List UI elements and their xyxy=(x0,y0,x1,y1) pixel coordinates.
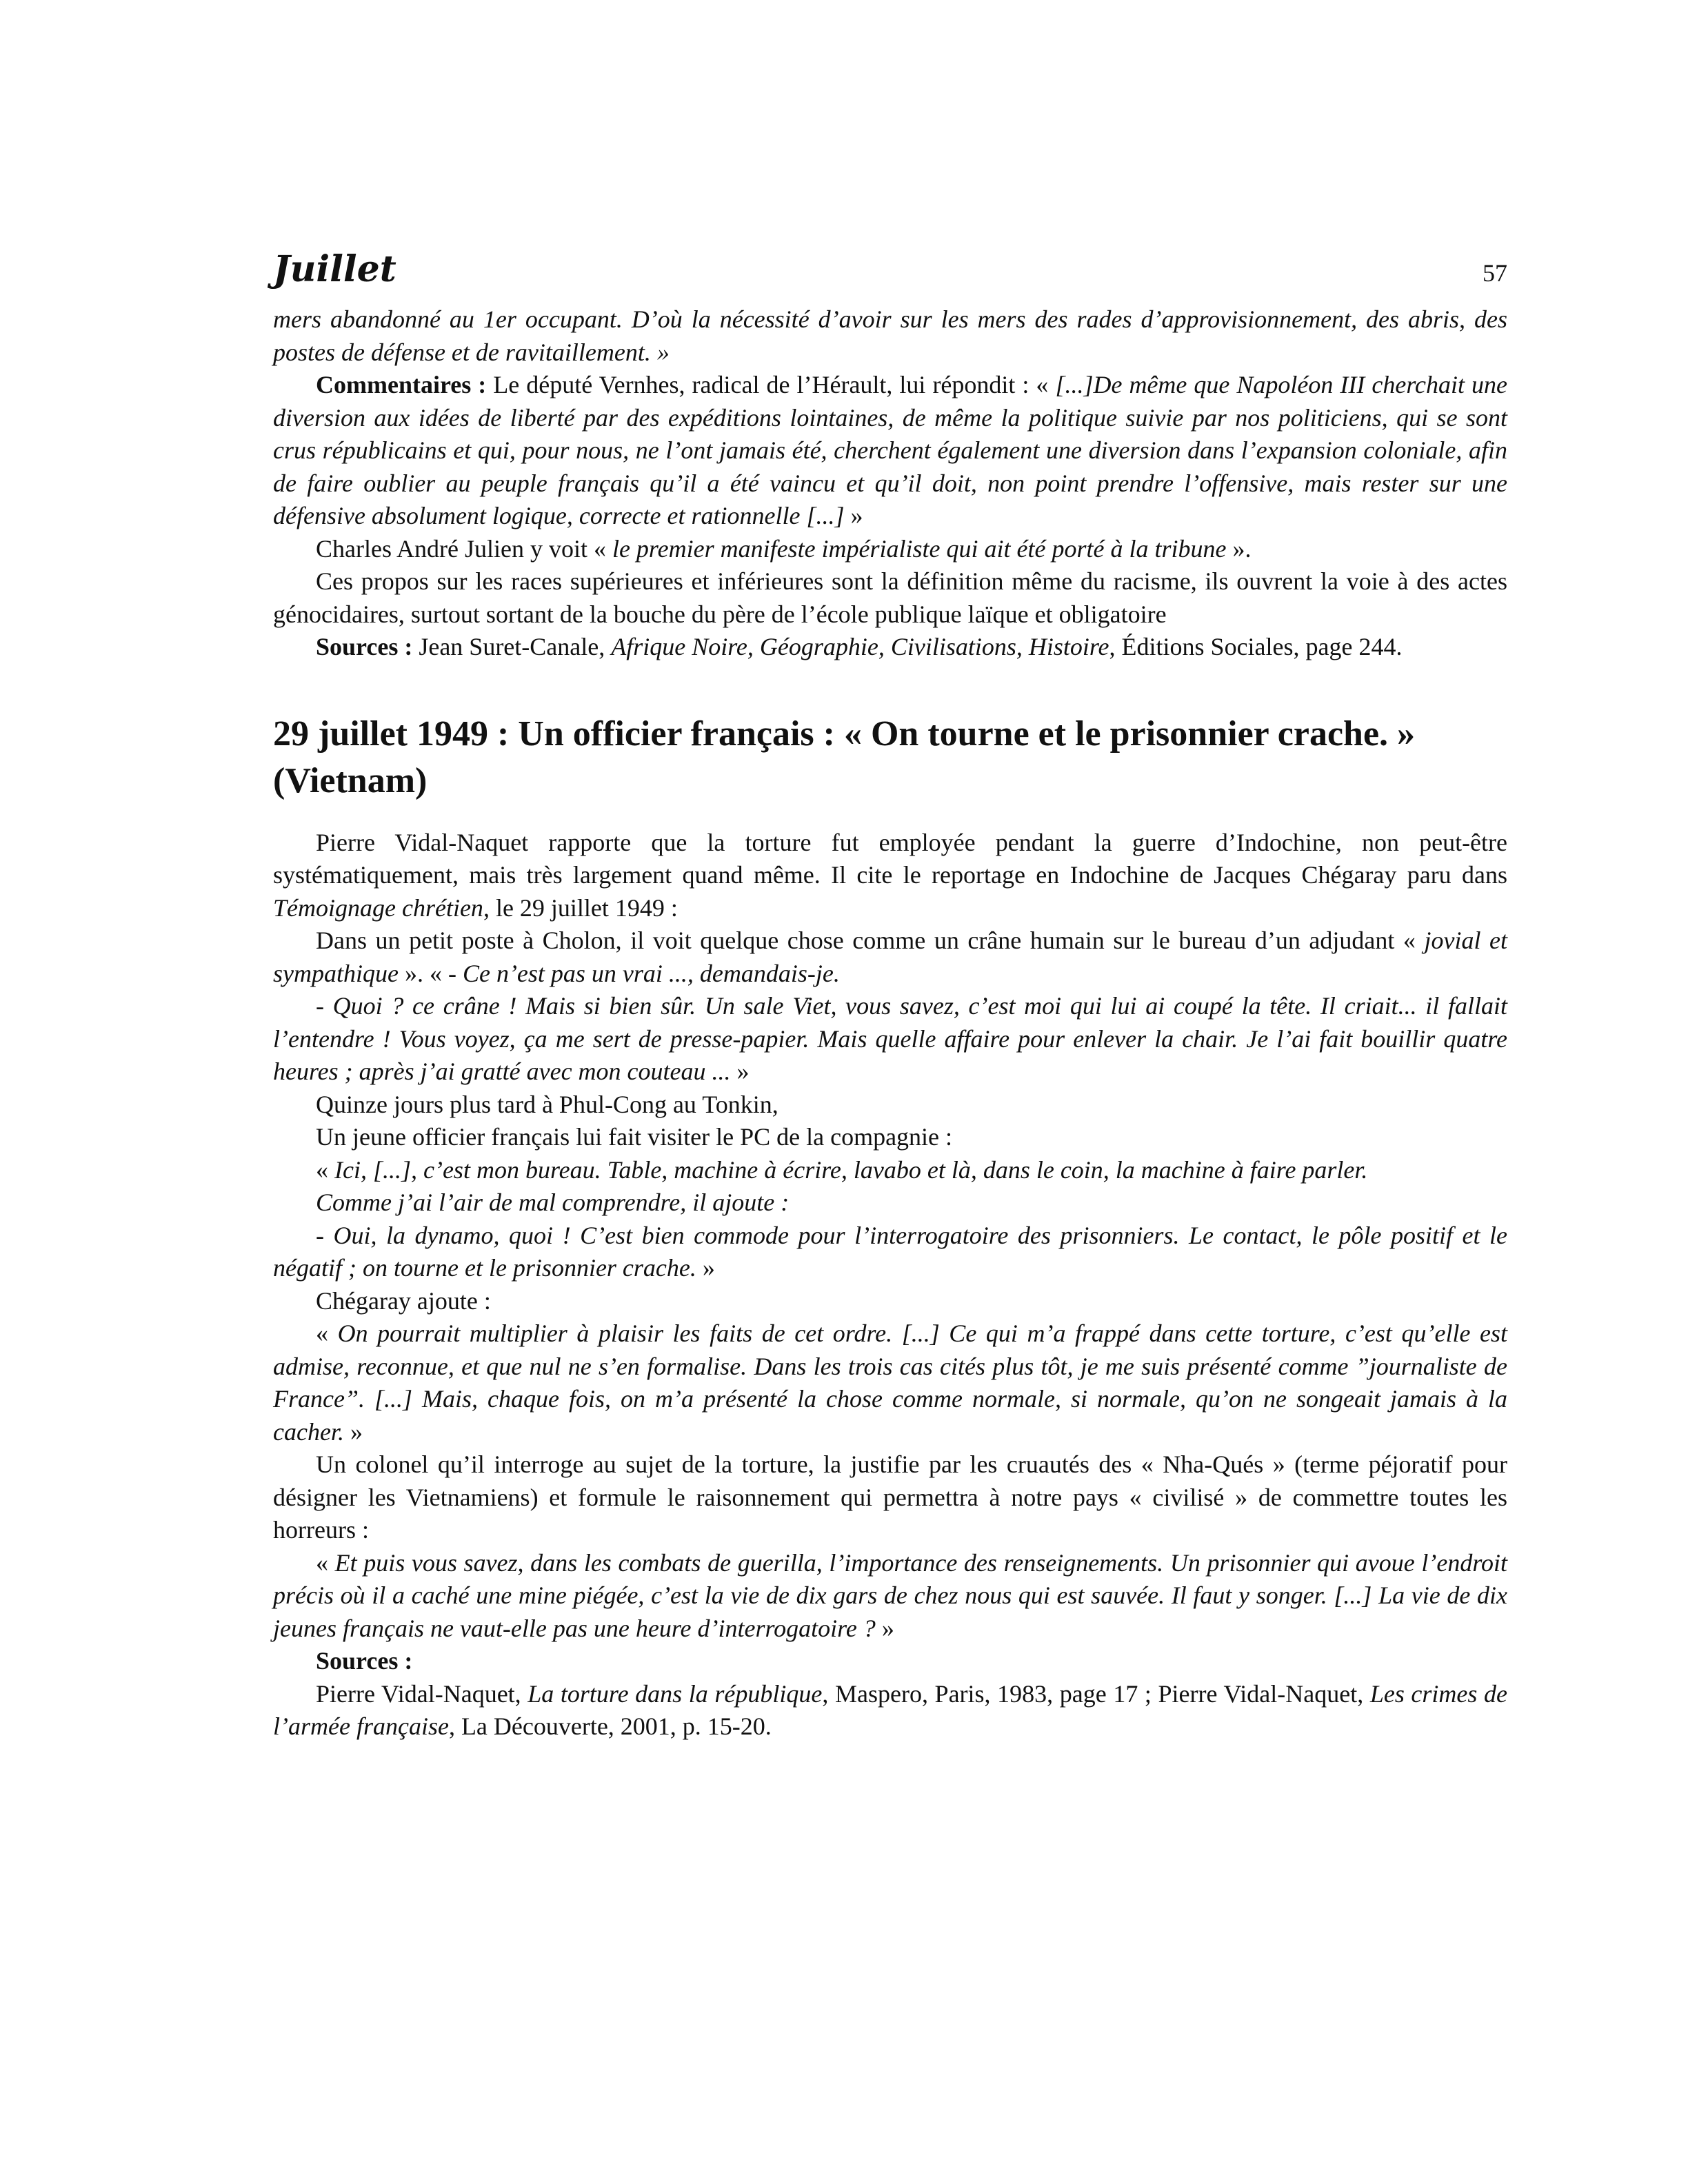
book-title: La torture dans la république xyxy=(528,1679,823,1708)
julien-paragraph: Charles André Julien y voit « le premier manifeste impérialiste qui ait été porté à la tribune ». xyxy=(316,534,1252,563)
tonkin-paragraph: Quinze jours plus tard à Phul-Cong au Tonkin, xyxy=(316,1090,778,1118)
dynamo-quote-paragraph: - Oui, la dynamo, quoi ! C’est bien commode pour l’interrogatoire des prisonniers. Le contact, le pôle positif et le négatif ; on tourne et le prisonnier crache. » xyxy=(273,1221,1507,1282)
page-number: 57 xyxy=(1483,259,1507,287)
quote-text: [...]De même que Napoléon III cherchait une diversion aux idées de liberté par des expéditions lointaines, de même la politique suivie par nos politiciens, qui se sont crus républicains et qui, pour nous, ne l’ont jamais été, cherchent également une diversion dans l’expansion coloniale, afin de faire oublier au peuple français qu’il a été vaincu et qu’il doit, non point prendre l’offensive, mais rester sur une défensive absolument logique, correcte et rationnelle [...] xyxy=(273,371,1507,529)
sources-label: Sources : xyxy=(316,633,413,660)
chegaray-adds-paragraph: Chégaray ajoute : xyxy=(316,1286,491,1315)
quote-text: le premier manifeste impérialiste qui ait été porté à la tribune xyxy=(612,534,1227,563)
comments-paragraph: Commentaires : Le député Vernhes, radical de l’Hérault, lui répondit : « [...]De même que Napoléon III cherchait une diversion aux idées de liberté par des expéditions lointaines, de même la politique suivie par nos politiciens, qui se sont crus républicains et qui, pour nous, ne l’ont jamais été, cherchent également une diversion dans l’expansion coloniale, afin de faire oublier au peuple français qu’il a été vaincu et qu’il doit, non point prendre l’offensive, mais rester sur une défensive absolument logique, correcte et rationnelle [...] » xyxy=(273,371,1507,529)
office-quote-paragraph: « Ici, [...], c’est mon bureau. Table, machine à écrire, lavabo et là, dans le coin, la machine à faire parler. xyxy=(316,1155,1368,1184)
guerilla-quote-paragraph: « Et puis vous savez, dans les combats de guerilla, l’importance des renseignements. Un prisonnier qui avoue l’endroit précis où il a caché une mine piégée, c’est la vie de dix gars de chez nous qui est sauvée. Il faut y songer. [...] La vie de dix jeunes français ne vaut-elle pas une heure d’interrogatoire ? » xyxy=(273,1548,1507,1642)
sources-list: Pierre Vidal-Naquet, La torture dans la république, Maspero, Paris, 1983, page 17 ; Pierre Vidal-Naquet, Les crimes de l’armée française, La Découverte, 2001, p. 15-20. xyxy=(273,1679,1507,1740)
comments-label: Commentaires : xyxy=(316,371,487,398)
continuation-text xyxy=(273,303,1507,664)
continuation-paragraph xyxy=(273,303,1507,369)
section-title: 29 juillet 1949 : Un officier français : « On tourne et le prisonnier crache. » (Vietnam) xyxy=(273,714,1416,800)
quote-text: mers abandonné au 1er occupant. D’où la nécessité d’avoir sur les mers des rades d’approvisionnement, des abris, des postes de défense et de ravitaillement. » xyxy=(273,305,1507,366)
racism-paragraph: Ces propos sur les races supérieures et inférieures sont la définition même du racisme, ils ouvrent la voie à des actes génocidaires, surtout sortant de la bouche du père de l’école publique laïque et obligatoire xyxy=(273,567,1507,628)
multiply-quote-paragraph: « On pourrait multiplier à plaisir les faits de cet ordre. [...] Ce qui m’a frappé dans cette torture, c’est qu’elle est admise, reconnue, et que nul ne s’en formalise. Dans les trois cas cités plus tôt, je me suis présenté comme ”journaliste de France”. [...] Mais, chaque fois, on m’a présenté la chose comme normale, si normale, qu’on ne songeait jamais à la cacher. » xyxy=(273,1320,1508,1446)
section-body xyxy=(273,827,1507,1743)
sources-label: Sources : xyxy=(316,1647,413,1675)
officer-paragraph: Un jeune officier français lui fait visiter le PC de la compagnie : xyxy=(316,1123,953,1151)
running-title: Juillet xyxy=(273,248,396,290)
intro-paragraph: Pierre Vidal-Naquet rapporte que la torture fut employée pendant la guerre d’Indochine, non peut-être systématiquement, mais très largement quand même. Il cite le reportage en Indochine de Jacques Chégaray paru dans Témoignage chrétien, le 29 juillet 1949 : xyxy=(273,828,1507,922)
sources-paragraph: Sources : Jean Suret-Canale, Afrique Noire, Géographie, Civilisations, Histoire, Éditions Sociales, page 244. xyxy=(316,633,1403,660)
misunderstand-paragraph: Comme j’ai l’air de mal comprendre, il ajoute : xyxy=(316,1189,790,1216)
book-title: Les crimes de l’armée française xyxy=(273,1679,1507,1740)
colonel-paragraph: Un colonel qu’il interroge au sujet de la torture, la justifie par les cruautés des « Nha-Qués » (terme péjoratif pour désigner les Vietnamiens) et formule le raisonnement qui permettra à notre pays « civilisé » de commettre toutes les horreurs : xyxy=(273,1450,1507,1544)
skull-quote-paragraph: - Quoi ? ce crâne ! Mais si bien sûr. Un sale Viet, vous savez, c’est moi qui lui ai coupé la tête. Il criait... il fallait l’entendre ! Vous voyez, ça me sert de presse-papier. Mais quelle affaire pour enlever la chair. Je l’ai fait bouillir quatre heures ; après j’ai gratté avec mon couteau ... » xyxy=(273,992,1507,1085)
book-title: Afrique Noire, Géographie, Civilisations, Histoire xyxy=(611,633,1109,660)
sources-heading xyxy=(273,1645,1507,1678)
journal-title: Témoignage chrétien xyxy=(273,893,483,922)
running-header xyxy=(273,248,1507,303)
page xyxy=(273,248,1507,1743)
cholon-paragraph: Dans un petit poste à Cholon, il voit quelque chose comme un crâne humain sur le bureau d’un adjudant « jovial et sympathique ». « - Ce n’est pas un vrai ..., demandais-je. xyxy=(273,927,1507,987)
